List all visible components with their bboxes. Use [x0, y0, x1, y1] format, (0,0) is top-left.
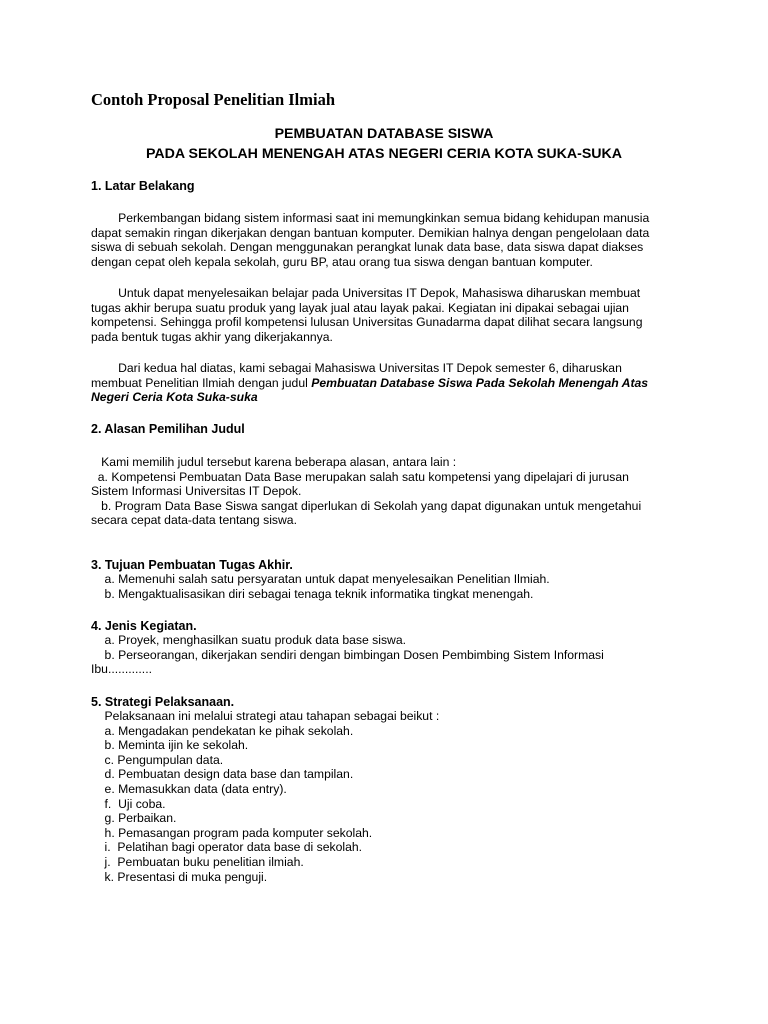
section-5-heading: 5. Strategi Pelaksanaan. [91, 695, 235, 709]
list-item: g. Perbaikan. [91, 811, 177, 826]
paragraph-line: Untuk dapat menyelesaikan belajar pada Universitas IT Depok, Mahasiswa diharuskan membuat [91, 286, 641, 300]
list-item: a. Proyek, menghasilkan suatu produk data base siswa. [91, 633, 407, 647]
list-item: b. Perseorangan, dikerjakan sendiri dengan bimbingan Dosen Pembimbing Sistem Informasi [91, 647, 604, 662]
document-title: Contoh Proposal Penelitian Ilmiah [91, 90, 336, 109]
list-item: b. Program Data Base Siswa sangat diperlukan di Sekolah yang dapat digunakan untuk mengetahui [91, 498, 642, 513]
section-1-heading: 1. Latar Belakang [91, 179, 195, 193]
research-title-italic-continued: Negeri Ceria Kota Suka-suka [91, 390, 258, 405]
section-4-heading: 4. Jenis Kegiatan. [91, 619, 197, 633]
list-item: b. Mengaktualisasikan diri sebagai tenaga teknik informatika tingkat menengah. [91, 586, 534, 601]
paragraph-text: membuat Penelitian Ilmiah dengan judul [91, 375, 312, 390]
list-item-continued: secara cepat data-data tentang siswa. [91, 513, 297, 528]
section-1-paragraph-3 [91, 361, 683, 405]
paragraph-line: siswa di sebuah sekolah. Dengan menggunakan perangkat lunak data base, data siswa dapat diakses [91, 240, 644, 255]
section-3-heading: 3. Tujuan Pembuatan Tugas Akhir. [91, 558, 293, 572]
section-3-list [91, 572, 683, 601]
proposal-title-line-2: PADA SEKOLAH MENENGAH ATAS NEGERI CERIA KOTA SUKA-SUKA [145, 146, 623, 162]
paragraph-line [91, 376, 683, 391]
list-item: c. Pengumpulan data. [91, 752, 224, 767]
paragraph-line: dapat semakin ringan dikerjakan dengan bantuan komputer. Demikian halnya dengan pengelolaan data [91, 225, 650, 240]
section-1-paragraph-1 [91, 211, 683, 269]
section-1-paragraph-2 [91, 286, 683, 344]
list-item: b. Meminta ijin ke sekolah. [91, 738, 249, 753]
section-2-heading: 2. Alasan Pemilihan Judul [91, 422, 245, 436]
paragraph-line: kompetensi. Sehingga profil kompetensi lulusan Universitas Gunadarma dapat dilihat secara langsung [91, 315, 643, 330]
paragraph-line: pada bentuk tugas akhir yang dikerjakannya. [91, 329, 333, 344]
list-item: f. Uji coba. [91, 796, 166, 811]
list-item-continued: Ibu............. [91, 662, 152, 677]
paragraph-line: Dari kedua hal diatas, kami sebagai Mahasiswa Universitas IT Depok semester 6, diharuskan [91, 361, 622, 375]
proposal-title [0, 124, 768, 164]
section-2-body [91, 455, 683, 528]
paragraph-line: Pelaksanaan ini melalui strategi atau tahapan sebagai beikut : [91, 709, 440, 723]
list-item: h. Pemasangan program pada komputer sekolah. [91, 825, 373, 840]
list-item: k. Presentasi di muka penguji. [91, 869, 268, 884]
list-item: i. Pelatihan bagi operator data base di sekolah. [91, 840, 363, 855]
section-5-list [91, 709, 683, 884]
list-item: e. Memasukkan data (data entry). [91, 781, 287, 796]
section-4-list [91, 633, 683, 677]
paragraph-line: dengan cepat oleh kepala sekolah, guru BP, atau orang tua siswa dengan bantuan komputer. [91, 254, 593, 269]
list-item: j. Pembuatan buku penelitian ilmiah. [91, 854, 304, 869]
research-title-italic: Pembuatan Database Siswa Pada Sekolah Menengah Atas [311, 375, 649, 390]
list-item: a. Mengadakan pendekatan ke pihak sekolah. [91, 723, 354, 738]
paragraph-line: tugas akhir berupa suatu produk yang layak jual atau layak pakai. Kegiatan ini dipakai sebagai ujian [91, 300, 629, 315]
list-item: d. Pembuatan design data base dan tampilan. [91, 767, 354, 782]
list-item: a. Kompetensi Pembuatan Data Base merupakan salah satu kompetensi yang dipelajari di jurusan [91, 469, 629, 484]
paragraph-line: Perkembangan bidang sistem informasi saat ini memungkinkan semua bidang kehidupan manusia [91, 211, 650, 225]
list-item-continued: Sistem Informasi Universitas IT Depok. [91, 484, 302, 499]
proposal-title-line-1: PEMBUATAN DATABASE SISWA [274, 126, 494, 142]
list-item: a. Memenuhi salah satu persyaratan untuk dapat menyelesaikan Penelitian Ilmiah. [91, 572, 550, 586]
paragraph-line: Kami memilih judul tersebut karena beberapa alasan, antara lain : [91, 455, 457, 469]
